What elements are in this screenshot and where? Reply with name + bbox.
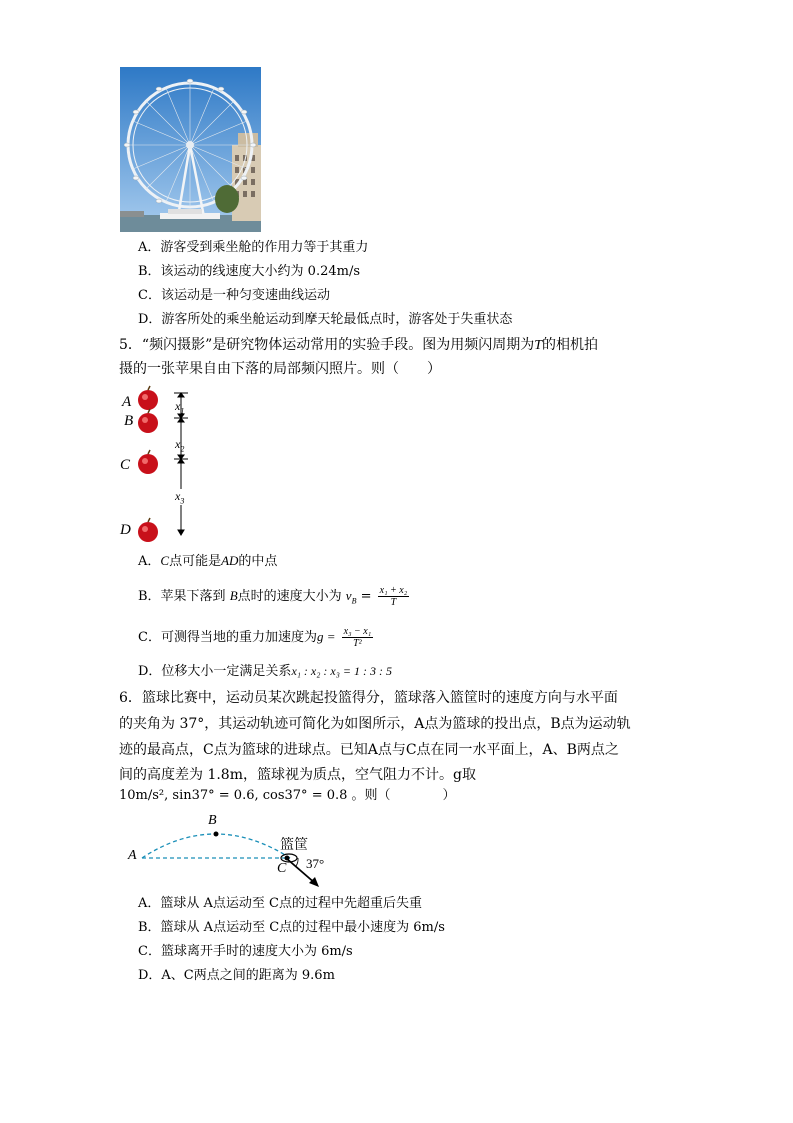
- q4-option-a: A．游客受到乘坐舱的作用力等于其重力: [138, 240, 369, 255]
- q5-stem-line1: 5．“频闪摄影”是研究物体运动常用的实验手段。图为用频闪周期为T的相机拍: [119, 337, 599, 353]
- q6-option-d: D．A、C两点之间的距离为 9.6m: [138, 968, 335, 983]
- apple-drawing: [118, 385, 208, 545]
- q6-stem-line5: 10m/s², sin37° = 0.6, cos37° = 0.8 。则（ ）: [119, 788, 456, 803]
- label-b: B: [124, 413, 134, 429]
- point-c-label: C: [277, 861, 287, 876]
- q5-option-d: D．位移大小一定满足关系x₁ : x₂ : x₃ = 1 : 3 : 5: [138, 664, 393, 679]
- q6-option-a: A．篮球从 A点运动至 C点的过程中先超重后失重: [138, 896, 422, 911]
- apple-d: [138, 518, 158, 542]
- q6-stem-line3: 迹的最高点，C点为篮球的进球点。已知A点与C点在同一水平面上，A、B两点之: [119, 742, 619, 758]
- q5-stem-line2: 摄的一张苹果自由下落的局部频闪照片。则（ ）: [119, 361, 441, 377]
- q4-option-c: C．该运动是一种匀变速曲线运动: [138, 288, 330, 303]
- label-x2: $x_2$: [175, 437, 185, 454]
- apple-c: [138, 450, 158, 474]
- label-c: C: [120, 457, 131, 473]
- q4-option-d: D．游客所处的乘坐舱运动到摩天轮最低点时，游客处于失重状态: [138, 312, 513, 327]
- hoop-label: 篮筐: [280, 837, 308, 853]
- label-a: A: [122, 394, 132, 410]
- point-a-label: A: [128, 848, 137, 863]
- q6-stem-line4: 间的高度差为 1.8m，篮球视为质点，空气阻力不计。g取: [119, 767, 476, 783]
- apple-a: [138, 386, 158, 410]
- label-d: D: [120, 522, 131, 538]
- q4-option-b: B．该运动的线速度大小约为 0.24m/s: [138, 264, 361, 279]
- q6-option-c: C．篮球离开手时的速度大小为 6m/s: [138, 944, 353, 959]
- label-x1: $x_1$: [175, 399, 185, 416]
- q6-stem-line1: 6．篮球比赛中，运动员某次跳起投篮得分，篮球落入篮筐时的速度方向与水平面: [119, 690, 618, 706]
- q6-option-b: B．篮球从 A点运动至 C点的过程中最小速度为 6m/s: [138, 920, 445, 935]
- point-b-label: B: [208, 813, 217, 828]
- q6-trajectory-figure: [120, 810, 350, 890]
- apple-b: [138, 409, 158, 433]
- angle-label: 37°: [306, 856, 325, 871]
- ferris-wheel-photo: [120, 67, 261, 232]
- q6-stem-line2: 的夹角为 37°，其运动轨迹可简化为如图所示，A点为篮球的投出点，B点为运动轨: [119, 716, 631, 732]
- label-x3: $x_3$: [175, 489, 185, 506]
- q5-apple-figure: [118, 385, 208, 545]
- q5-option-a: A．C点可能是AD的中点: [138, 553, 278, 569]
- trajectory-drawing: [120, 810, 350, 890]
- q5-option-c: C．可测得当地的重力加速度为g = $\frac{\text{x₃ − x₁}}{\text{T²}}$: [138, 626, 372, 649]
- q5-option-b: B．苹果下落到 B点时的速度大小为 $v_B$ = $\frac{\text{x₁ + x₂}}{T}$: [138, 585, 408, 608]
